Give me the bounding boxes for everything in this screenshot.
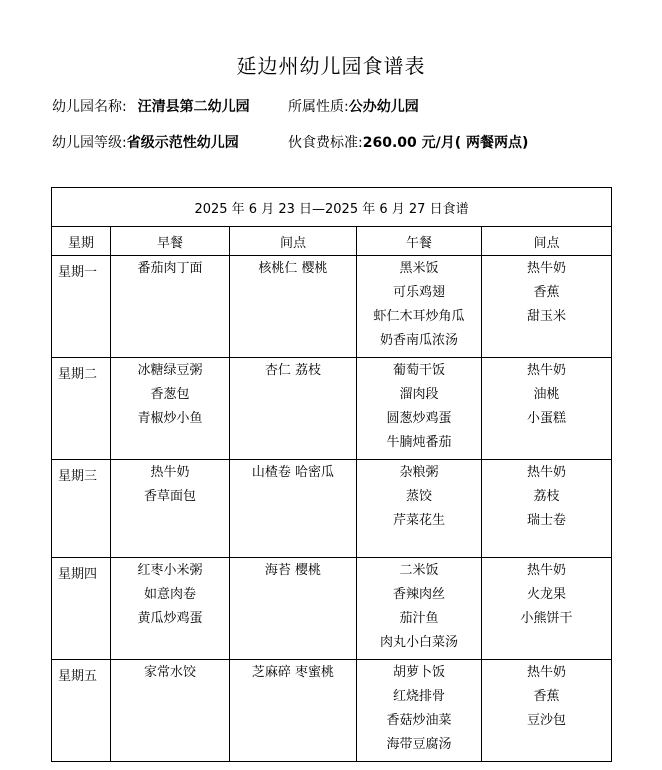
breakfast-cell xyxy=(111,256,230,358)
page-title: 延边州幼儿园食谱表 xyxy=(236,54,426,78)
lunch-cell xyxy=(357,558,482,660)
header-breakfast: 早餐 xyxy=(111,227,230,256)
menu-item: 黑米饭 xyxy=(399,261,439,276)
menu-item: 杏仁 荔枝 xyxy=(264,363,322,378)
table-header-row xyxy=(52,227,612,256)
table-row xyxy=(52,358,612,460)
menu-item: 油桃 xyxy=(533,387,560,402)
grade-value: 省级示范性幼儿园 xyxy=(126,135,239,151)
menu-item: 红烧排骨 xyxy=(392,689,445,704)
menu-item: 香草面包 xyxy=(143,489,196,504)
menu-item: 番茄肉丁面 xyxy=(137,261,203,276)
menu-item: 奶香南瓜浓汤 xyxy=(379,333,458,348)
menu-item: 二米饭 xyxy=(399,563,439,578)
snack-2-cell xyxy=(482,460,612,558)
menu-item: 葡萄干饭 xyxy=(392,363,445,378)
menu-item: 香辣肉丝 xyxy=(392,587,445,602)
breakfast-cell xyxy=(111,558,230,660)
breakfast-cell xyxy=(111,460,230,558)
menu-item: 黄瓜炒鸡蛋 xyxy=(137,611,203,626)
menu-item: 茄汁鱼 xyxy=(399,611,439,626)
menu-item: 瑞士卷 xyxy=(527,513,567,528)
menu-item: 荔枝 xyxy=(533,489,560,504)
snack-2-cell xyxy=(482,256,612,358)
lunch-cell xyxy=(357,256,482,358)
menu-item: 豆沙包 xyxy=(527,713,567,728)
header-snack-2: 间点 xyxy=(482,227,612,256)
menu-item: 牛腩炖番茄 xyxy=(386,435,452,450)
header-lunch: 午餐 xyxy=(357,227,482,256)
snack-1-cell xyxy=(230,660,357,762)
lunch-cell xyxy=(357,358,482,460)
menu-item: 香葱包 xyxy=(150,387,190,402)
menu-item: 青椒炒小鱼 xyxy=(137,411,203,426)
grade-label: 幼儿园等级: xyxy=(52,135,127,151)
lunch-cell xyxy=(357,660,482,762)
menu-item: 热牛奶 xyxy=(527,665,567,680)
day-cell: 星期一 xyxy=(52,256,111,358)
snack-2-cell xyxy=(482,358,612,460)
menu-table xyxy=(51,187,612,762)
menu-item: 如意肉卷 xyxy=(143,587,196,602)
menu-item: 小熊饼干 xyxy=(520,611,573,626)
snack-2-cell xyxy=(482,660,612,762)
snack-1-cell xyxy=(230,558,357,660)
menu-item: 山楂卷 哈密瓜 xyxy=(251,465,335,480)
menu-item: 小蛋糕 xyxy=(527,411,567,426)
menu-item: 海带豆腐汤 xyxy=(386,737,452,752)
menu-item: 胡萝卜饭 xyxy=(392,665,445,680)
menu-item: 冰糖绿豆粥 xyxy=(137,363,203,378)
meal-fee xyxy=(288,132,528,152)
header-snack-1: 间点 xyxy=(230,227,357,256)
menu-item: 热牛奶 xyxy=(527,363,567,378)
menu-item: 热牛奶 xyxy=(527,261,567,276)
menu-item: 热牛奶 xyxy=(527,465,567,480)
menu-item: 蒸饺 xyxy=(405,489,432,504)
snack-2-cell xyxy=(482,558,612,660)
menu-item: 甜玉米 xyxy=(527,309,567,324)
menu-item: 虾仁木耳炒角瓜 xyxy=(373,309,465,324)
type-value: 公办幼儿园 xyxy=(348,99,419,115)
snack-1-cell xyxy=(230,358,357,460)
table-row xyxy=(52,256,612,358)
menu-item: 火龙果 xyxy=(527,587,567,602)
menu-item: 杂粮粥 xyxy=(399,465,439,480)
menu-item: 肉丸小白菜汤 xyxy=(379,635,458,650)
menu-item: 香蕉 xyxy=(533,689,560,704)
menu-item: 圆葱炒鸡蛋 xyxy=(386,411,452,426)
day-cell: 星期二 xyxy=(52,358,111,460)
menu-item: 可乐鸡翅 xyxy=(392,285,445,300)
kindergarten-type xyxy=(288,96,419,116)
snack-1-cell xyxy=(230,460,357,558)
header-day: 星期 xyxy=(52,227,111,256)
menu-item: 芝麻碎 枣蜜桃 xyxy=(251,665,335,680)
type-label: 所属性质: xyxy=(288,99,349,115)
menu-item: 芹菜花生 xyxy=(392,513,445,528)
menu-item: 海苔 樱桃 xyxy=(264,563,322,578)
table-row xyxy=(52,460,612,558)
menu-item: 热牛奶 xyxy=(150,465,190,480)
name-label: 幼儿园名称: xyxy=(52,99,127,115)
menu-item: 溜肉段 xyxy=(399,387,439,402)
fee-label: 伙食费标准: xyxy=(288,135,363,151)
menu-item: 热牛奶 xyxy=(527,563,567,578)
menu-item: 香蕉 xyxy=(533,285,560,300)
kindergarten-grade xyxy=(52,132,239,152)
day-cell: 星期四 xyxy=(52,558,111,660)
day-cell: 星期五 xyxy=(52,660,111,762)
breakfast-cell xyxy=(111,358,230,460)
table-caption: 2025 年 6 月 23 日—2025 年 6 月 27 日食谱 xyxy=(52,188,612,227)
menu-item: 红枣小米粥 xyxy=(137,563,203,578)
lunch-cell xyxy=(357,460,482,558)
menu-item: 家常水饺 xyxy=(143,665,196,680)
fee-value: 260.00 元/月( 两餐两点) xyxy=(362,135,529,151)
menu-item: 香菇炒油菜 xyxy=(386,713,452,728)
menu-item: 核桃仁 樱桃 xyxy=(258,261,328,276)
breakfast-cell xyxy=(111,660,230,762)
table-row xyxy=(52,558,612,660)
day-cell: 星期三 xyxy=(52,460,111,558)
kindergarten-name xyxy=(52,96,250,116)
snack-1-cell xyxy=(230,256,357,358)
name-value: 汪清县第二幼儿园 xyxy=(137,99,250,115)
table-row xyxy=(52,660,612,762)
